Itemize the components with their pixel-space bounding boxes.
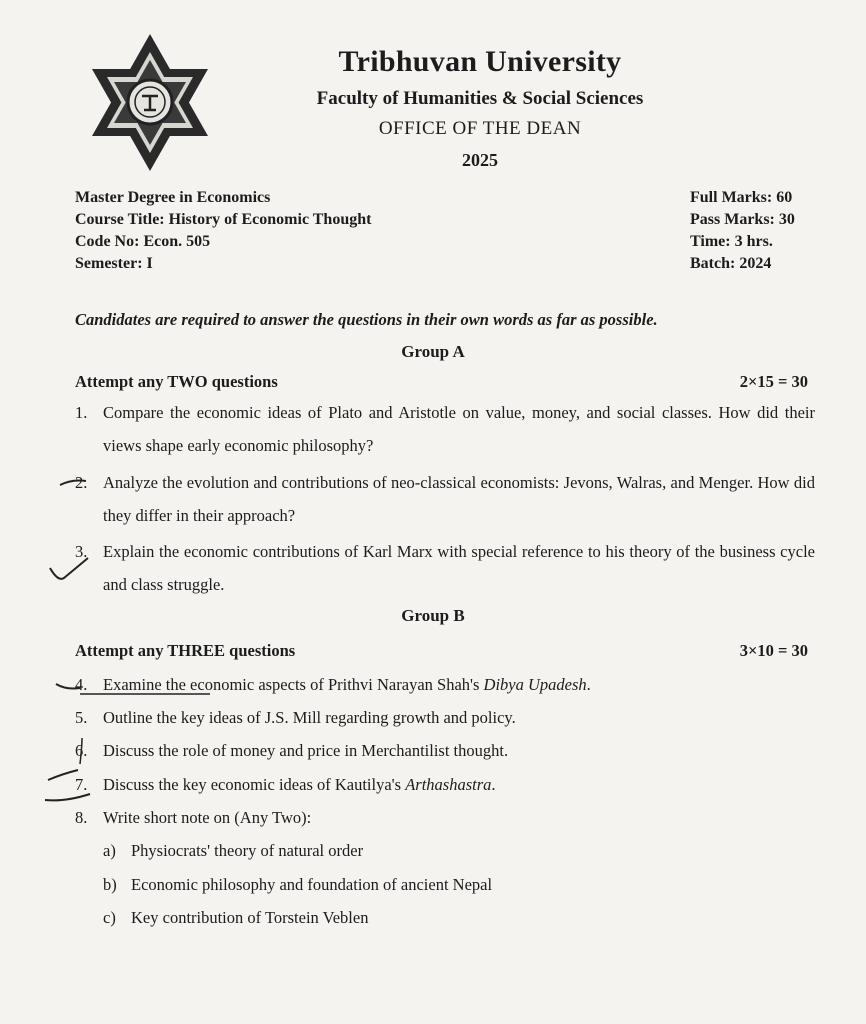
university-emblem-icon [80, 30, 220, 175]
faculty-name: Faculty of Humanities & Social Sciences [316, 88, 644, 109]
question-number: 2. [75, 473, 88, 492]
question-3 [75, 535, 815, 601]
full-marks: Full Marks: 60 [690, 189, 793, 206]
question-number: 5. [75, 708, 88, 727]
question-5 [75, 701, 815, 734]
exam-time: Time: 3 hrs. [690, 233, 773, 250]
instruction: Candidates are required to answer the questions in their own words as far as possible. [75, 310, 658, 329]
sub-item-text: Physiocrats' theory of natural order [131, 841, 364, 860]
question-2 [75, 466, 815, 532]
degree: Master Degree in Economics [75, 189, 271, 206]
question-number: 7. [75, 775, 88, 794]
pass-marks: Pass Marks: 30 [690, 211, 795, 228]
group-b-title: Group B [401, 606, 465, 625]
question-text: Write short note on (Any Two): [103, 808, 312, 827]
book-title: Dibya Upadesh [483, 675, 587, 694]
question-7: 7. Discuss the key economic ideas of Kautilya's Arthashastra. [75, 768, 815, 801]
question-6 [75, 734, 815, 767]
question-text: Discuss the key economic ideas of Kautilya's [103, 775, 406, 794]
question-number: 6. [75, 741, 88, 760]
question-8 [75, 801, 815, 834]
group-a-title: Group A [401, 342, 465, 361]
pen-tick-icon [48, 770, 78, 780]
sub-item-label: b) [103, 875, 117, 894]
sub-item-b [103, 875, 492, 895]
sub-item-text: Economic philosophy and foundation of ancient Nepal [131, 875, 493, 894]
batch: Batch: 2024 [690, 255, 772, 272]
question-text: Analyze the evolution and contributions of neo-classical economists: Jevons, Walras, and Menger. How did they differ in their approach? [103, 473, 815, 525]
office-name: OFFICE OF THE DEAN [378, 118, 582, 139]
course-code: Code No: Econ. 505 [75, 233, 211, 250]
question-number: 4. [75, 675, 88, 694]
exam-info [690, 187, 795, 275]
group-b-attempt: Attempt any THREE questions [75, 641, 296, 660]
question-number: 8. [75, 808, 88, 827]
question-text: Compare the economic ideas of Plato and Aristotle on value, money, and social classes. How did their views shape early economic philosophy? [103, 403, 815, 455]
group-a-marks: 2×15 = 30 [739, 372, 808, 391]
document-header [250, 40, 710, 176]
question-text: Examine the economic aspects of Prithvi Narayan Shah's [103, 675, 484, 694]
sub-item-c [103, 908, 368, 928]
question-text: Explain the economic contributions of Karl Marx with special reference to his theory of the business cycle and class struggle. [103, 542, 815, 594]
semester: Semester: I [75, 255, 153, 272]
sub-item-text: Key contribution of Torstein Veblen [131, 908, 369, 927]
question-number: 1. [75, 403, 88, 422]
university-name: Tribhuvan University [338, 45, 622, 78]
sub-item-label: c) [103, 908, 116, 927]
question-1 [75, 396, 815, 462]
question-text: Outline the key ideas of J.S. Mill regarding growth and policy. [103, 708, 516, 727]
book-title: Arthashastra [405, 775, 492, 794]
course-info [75, 187, 371, 275]
course-title: Course Title: History of Economic Thought [75, 211, 372, 228]
question-number: 3. [75, 542, 88, 561]
question-4: 4. Examine the economic aspects of Prithvi Narayan Shah's Dibya Upadesh. [75, 668, 815, 701]
sub-item-label: a) [103, 841, 116, 860]
group-a-attempt: Attempt any TWO questions [75, 372, 278, 391]
exam-year: 2025 [462, 150, 498, 170]
sub-item-a [103, 841, 363, 861]
question-text: Discuss the role of money and price in Merchantilist thought. [103, 741, 509, 760]
group-b-marks: 3×10 = 30 [739, 641, 808, 660]
